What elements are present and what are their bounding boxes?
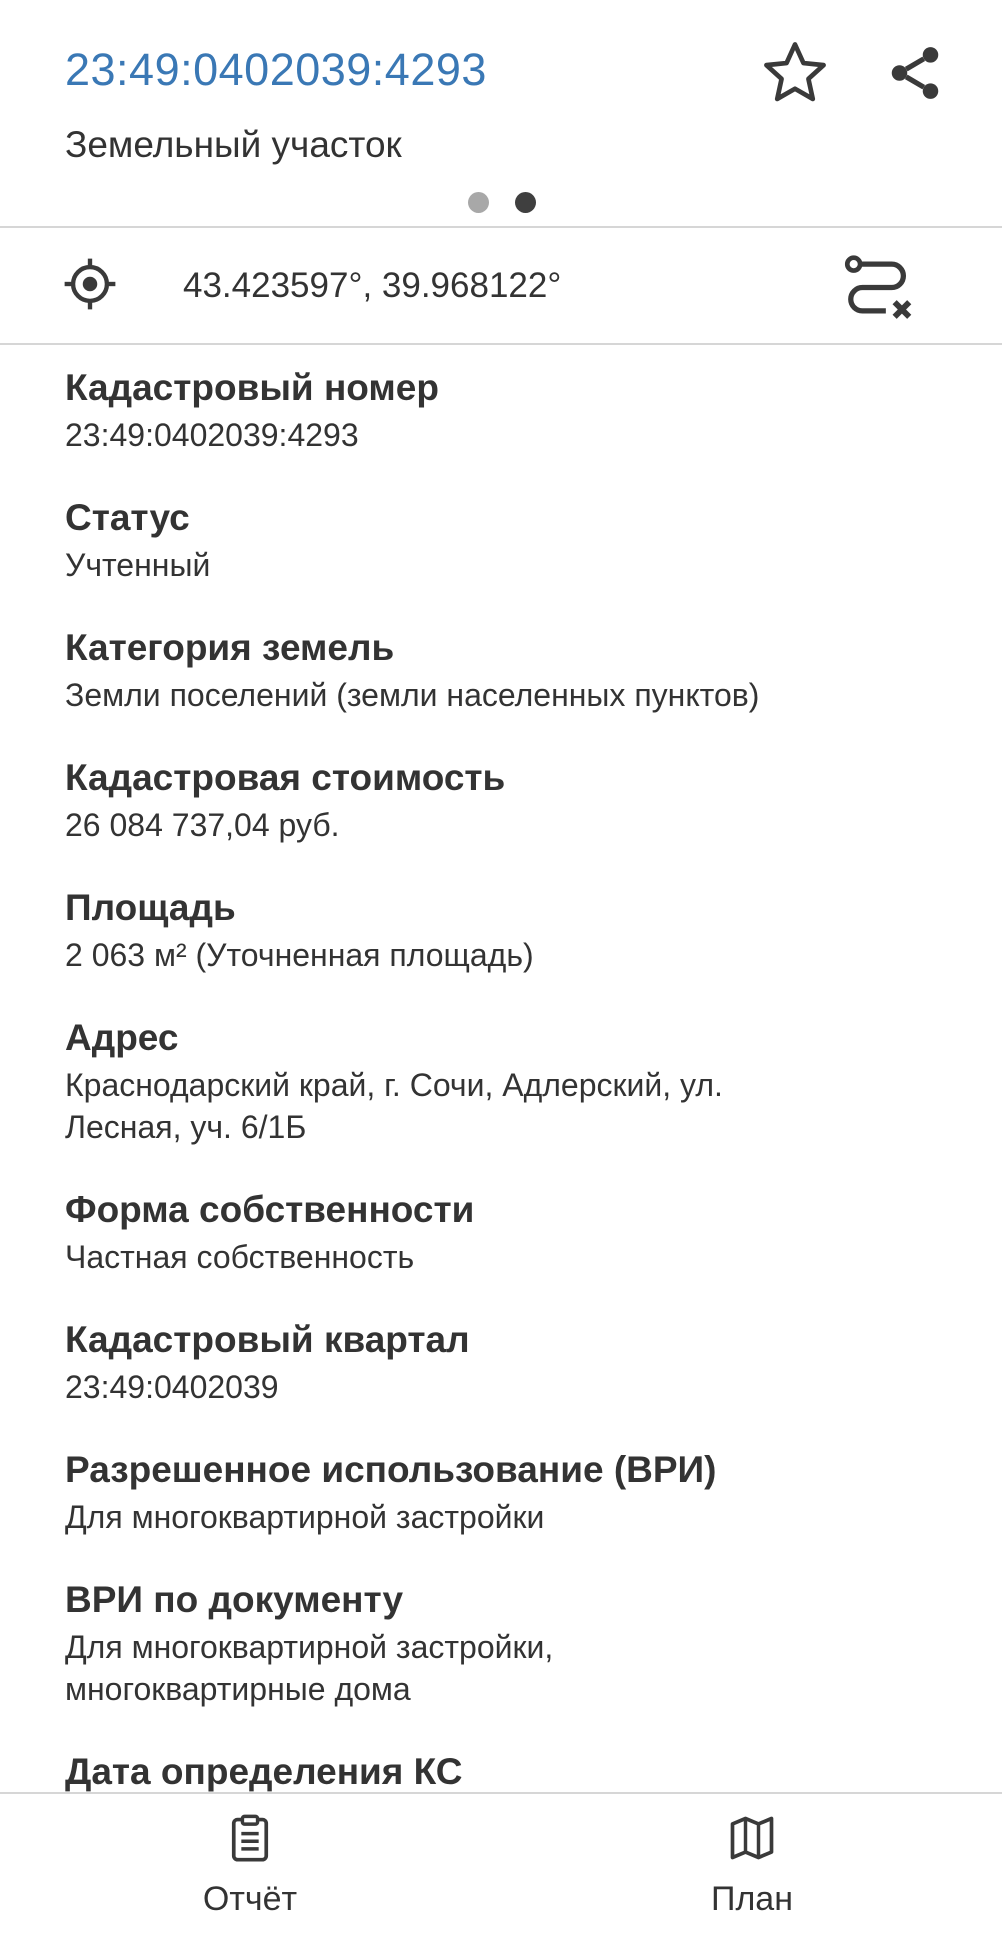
share-button[interactable]: [872, 34, 958, 112]
route-button[interactable]: [840, 252, 920, 326]
report-tab[interactable]: [160, 1812, 340, 1932]
coordinates-bar: [0, 230, 1002, 343]
address-line-1: Краснодарский край, г. Сочи, Адлерский, ул.: [65, 1067, 723, 1103]
field-value: Учтенный: [65, 547, 211, 583]
coordinates-text[interactable]: 43.423597°, 39.968122°: [183, 266, 562, 305]
field-land-category: [65, 626, 965, 716]
permitted-use-line-2: многоквартирные дома: [65, 1671, 411, 1707]
field-value: Частная собственность: [65, 1239, 415, 1275]
report-tab-label: Отчёт: [202, 1880, 298, 1918]
field-label: Категория земель: [65, 627, 395, 668]
coordinates-divider: [0, 343, 1002, 345]
locate-button[interactable]: [58, 252, 122, 316]
field-value: Земли поселений (земли населенных пунктов): [65, 677, 760, 713]
field-label: Площадь: [65, 887, 236, 928]
field-cadastral-number: [65, 366, 965, 456]
details-list: [0, 346, 1002, 1792]
star-outline-icon: [760, 38, 830, 108]
object-type-subtitle: Земельный участок: [65, 124, 402, 165]
page-dot-1[interactable]: [468, 192, 489, 213]
page-indicator: [0, 192, 1002, 216]
route-cancel-icon: [842, 253, 918, 325]
field-label: Кадастровый квартал: [65, 1319, 470, 1360]
clipboard-icon: [224, 1812, 276, 1864]
favorite-button[interactable]: [752, 34, 838, 112]
bottom-navigation: [0, 1794, 1002, 1960]
field-value: Для многоквартирной застройки: [65, 1499, 545, 1535]
field-label: Статус: [65, 497, 190, 538]
field-valuation-date: [65, 1750, 965, 1792]
field-label: Кадастровая стоимость: [65, 757, 506, 798]
field-address: [65, 1016, 965, 1148]
field-label: Разрешенное использование (ВРИ): [65, 1449, 717, 1490]
field-label: Форма собственности: [65, 1189, 475, 1230]
address-line-2: Лесная, уч. 6/1Б: [65, 1109, 307, 1145]
field-area: [65, 886, 965, 976]
plan-tab[interactable]: [662, 1812, 842, 1932]
cadastral-number-title[interactable]: 23:49:0402039:4293: [65, 44, 487, 95]
field-value: 26 084 737,04 руб.: [65, 807, 340, 843]
field-value: 2 063 м² (Уточненная площадь): [65, 937, 534, 973]
share-icon: [884, 42, 946, 104]
field-cadastral-quarter: [65, 1318, 965, 1408]
field-label: Адрес: [65, 1017, 179, 1058]
map-icon: [726, 1812, 778, 1864]
page-dot-2-active[interactable]: [515, 192, 536, 213]
crosshair-target-icon: [61, 255, 119, 313]
field-value: 23:49:0402039: [65, 1369, 279, 1405]
field-label: ВРИ по документу: [65, 1579, 404, 1620]
field-cadastral-value: [65, 756, 965, 846]
field-value: [65, 1064, 965, 1148]
header-divider: [0, 226, 1002, 228]
field-value: 23:49:0402039:4293: [65, 417, 359, 453]
field-permitted-use: [65, 1448, 965, 1538]
plan-tab-label: План: [711, 1880, 793, 1918]
field-label: Кадастровый номер: [65, 367, 439, 408]
permitted-use-line-1: Для многоквартирной застройки,: [65, 1629, 554, 1665]
object-header: [0, 0, 1002, 227]
field-permitted-use-document: [65, 1578, 965, 1710]
field-value: [65, 1626, 965, 1710]
field-status: [65, 496, 965, 586]
field-ownership: [65, 1188, 965, 1278]
field-label: Дата определения КС: [65, 1751, 463, 1792]
